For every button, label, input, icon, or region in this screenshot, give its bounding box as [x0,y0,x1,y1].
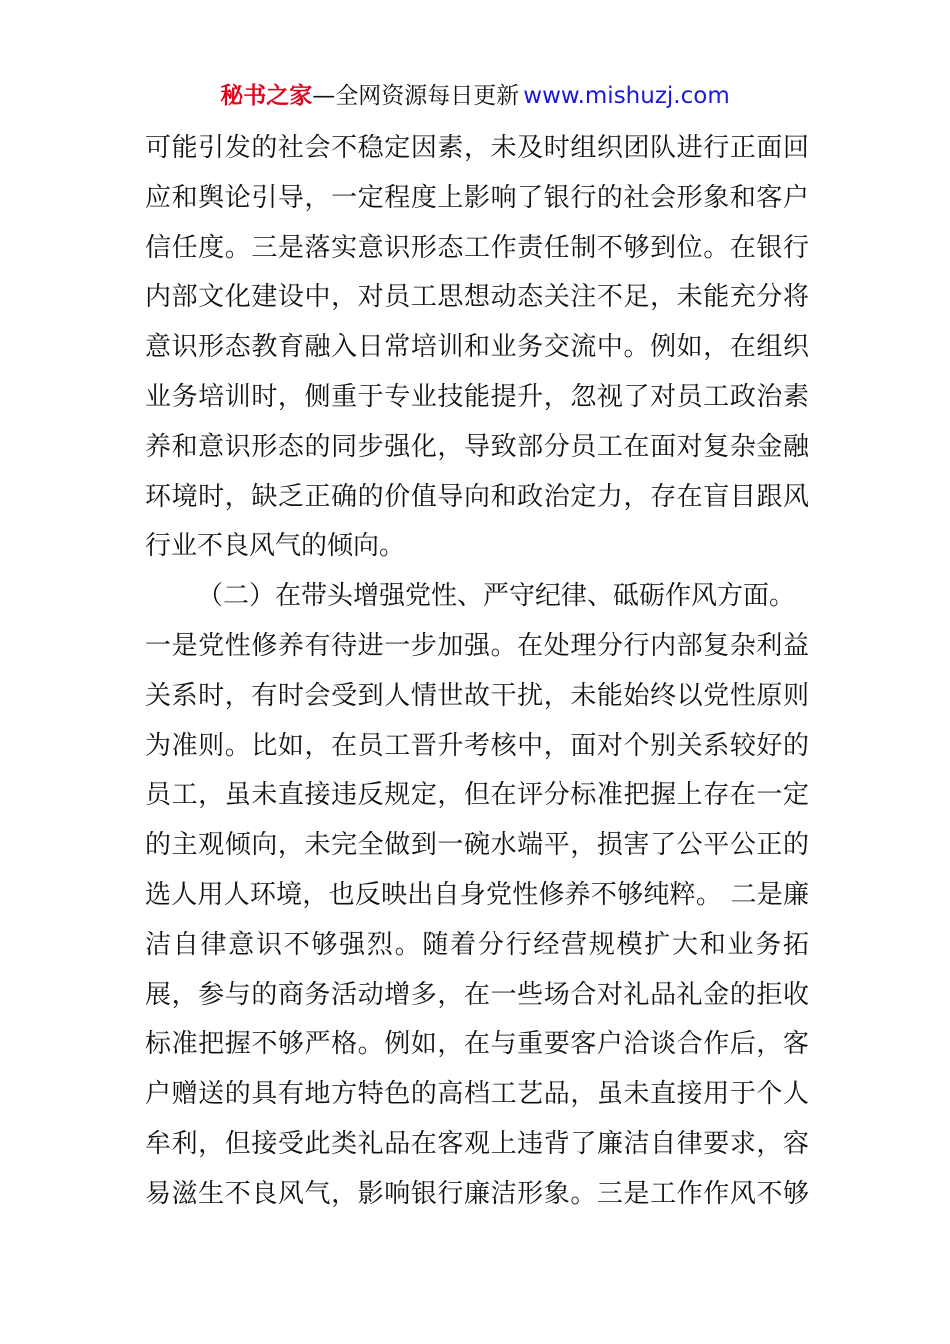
text-line: 环境时，缺乏正确的价值导向和政治定力，存在盲目跟风 [145,481,809,512]
text-line: 标准把握不够严格。例如，在与重要客户洽谈合作后，客 [145,1029,809,1060]
text-line: 易滋生不良风气，影响银行廉洁形象。三是工作作风不够 [145,1178,809,1209]
text-line: 行业不良风气的倾向。 [145,531,406,562]
body-text [145,124,809,1220]
text-line: 信任度。三是落实意识形态工作责任制不够到位。在银行 [145,232,809,263]
section-heading: （二）在带头增强党性、严守纪律、砥砺作风方面。 [197,581,796,612]
text-line: 牟利，但接受此类礼品在客观上违背了廉洁自律要求，容 [145,1128,809,1159]
text-line: 可能引发的社会不稳定因素，未及时组织团队进行正面回 [145,133,809,163]
brand-name: 秘书之家 [220,83,313,109]
text-line: 员工，虽未直接违反规定，但在评分标准把握上存在一定 [145,780,809,811]
text-line: 意识形态教育融入日常培训和业务交流中。例如，在组织 [145,332,809,363]
text-line: 展，参与的商务活动增多，在一些场合对礼品礼金的拒收 [145,979,809,1010]
header-tagline: —全网资源每日更新 [312,83,520,109]
text-line: 关系时，有时会受到人情世故干扰，未能始终以党性原则 [145,680,809,711]
text-line: 户赠送的具有地方特色的高档工艺品，虽未直接用于个人 [145,1079,809,1110]
text-line: 为准则。比如，在员工晋升考核中，面对个别关系较好的 [145,730,809,761]
text-line: 一是党性修养有待进一步加强。在处理分行内部复杂利益 [145,630,809,661]
text-line: 业务培训时，侧重于专业技能提升，忽视了对员工政治素 [145,381,809,412]
text-line: 的主观倾向，未完全做到一碗水端平，损害了公平公正的 [145,830,809,861]
text-line: 洁自律意识不够强烈。随着分行经营规模扩大和业务拓 [145,929,809,960]
site-url-link[interactable]: www.mishuzj.com [523,83,730,109]
text-line: 应和舆论引导，一定程度上影响了银行的社会形象和客户 [145,182,809,213]
page-header [0,80,950,112]
text-line: 选人用人环境，也反映出自身党性修养不够纯粹。 二是廉 [145,879,809,910]
text-line: 养和意识形态的同步强化，导致部分员工在面对复杂金融 [145,431,809,462]
text-line: 内部文化建设中，对员工思想动态关注不足，未能充分将 [145,282,809,313]
